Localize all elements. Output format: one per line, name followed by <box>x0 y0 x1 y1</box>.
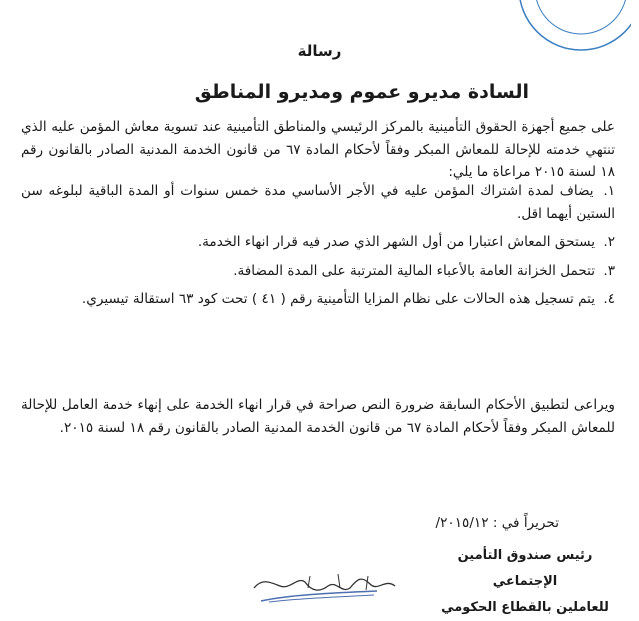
item-number: ٣. <box>603 262 615 279</box>
list-item <box>21 288 615 311</box>
item-text: يتم تسجيل هذه الحالات على نظام المزايا التأمينية رقم ( ٤١ ) تحت كود ٦٣ استقالة تيسيري. <box>81 291 596 307</box>
signatory-organization: للعاملين بالقطاع الحكومي <box>441 600 609 615</box>
item-number: ١. <box>603 183 616 199</box>
provisions-list <box>21 180 615 317</box>
list-item <box>21 180 615 225</box>
list-item <box>21 260 615 283</box>
closing-paragraph: ويراعى لتطبيق الأحكام السابقة ضرورة النص صراحة في قرار انهاء الخدمة على إنهاء خدمة العامل للإحالة للمعاش المبكر وفقاً لأحكام المادة ٦٧ من قانون الخدمة المدنية الصادر بالقانون رقم ١٨ لسنة ٢٠١٥. <box>21 397 615 436</box>
item-text: يستحق المعاش اعتبارا من أول الشهر الذي صدر فيه قرار انهاء الخدمة. <box>197 234 596 250</box>
intro-paragraph: على جميع أجهزة الحقوق التأمينية بالمركز الرئيسي والمناطق التأمينية عند تسوية معاش المؤمن عليه الذي تنتهي خدمته للإحالة للمعاش المبكر وفقاً لأحكام المادة ٦٧ من قانون الخدمة المدنية الصادر بالقانون رقم ١٨ لسنة ٢٠١٥ مراعاة ما يلي: <box>21 119 615 180</box>
issue-date: تحريراً في : ٢٠١٥/١٢/ <box>435 515 559 531</box>
addressee-heading: السادة مديرو عموم ومديرو المناطق <box>194 81 529 103</box>
item-text: تتحمل الخزانة العامة بالأعباء المالية المترتبة على المدة المضافة. <box>233 262 596 279</box>
blue-ink-stroke <box>259 589 379 603</box>
signatory-block <box>425 543 625 621</box>
signatory-title: رئيس صندوق التأمين الإجتماعي <box>457 548 593 589</box>
item-number: ٢. <box>603 234 615 250</box>
list-item <box>21 231 615 254</box>
document-title: رسالة <box>297 42 342 60</box>
item-text: يضاف لمدة اشتراك المؤمن عليه في الأجر الأساسي مدة خمس سنوات أو المدة الباقية لبلوغه سن الستين أيهما اقل. <box>21 183 615 222</box>
item-number: ٤. <box>603 291 615 307</box>
